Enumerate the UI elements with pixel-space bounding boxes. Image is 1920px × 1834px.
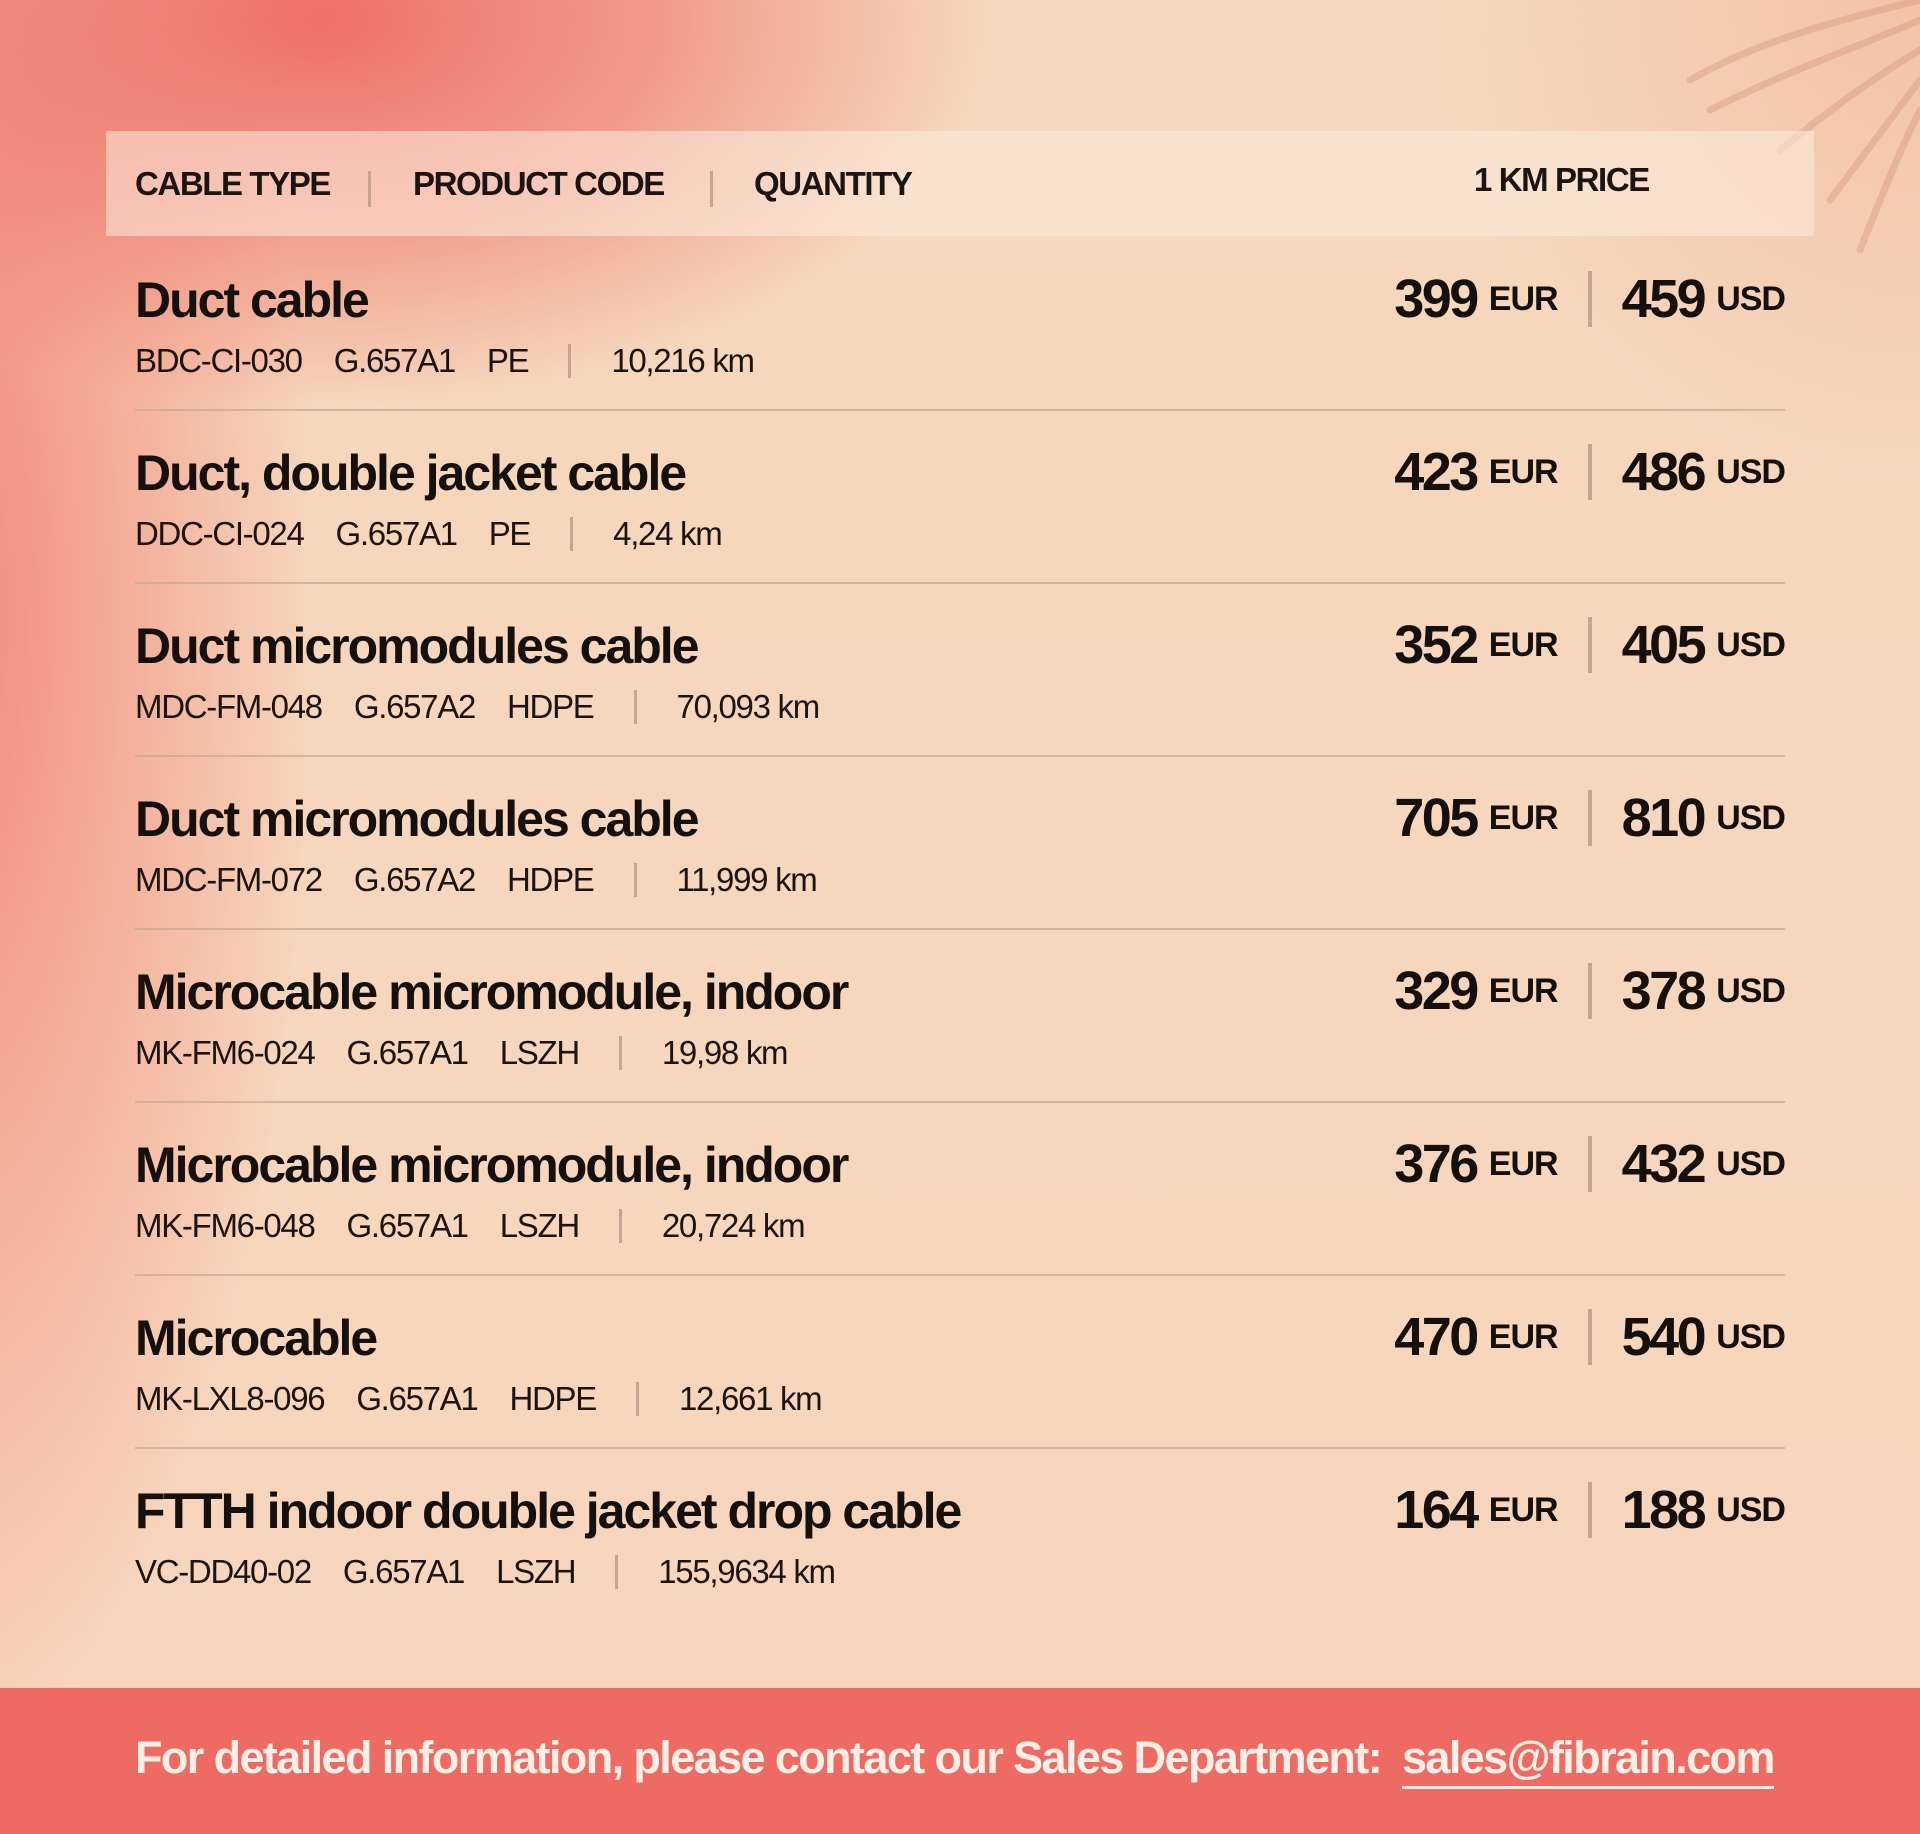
- fiber-type: G.657A1: [333, 342, 455, 379]
- currency-usd: USD: [1716, 1144, 1785, 1183]
- price-separator: [1588, 617, 1592, 673]
- spec-separator: [636, 1382, 639, 1416]
- spec-separator: [615, 1555, 618, 1589]
- cable-specs: [135, 860, 816, 900]
- currency-eur: EUR: [1488, 1317, 1558, 1356]
- jacket-material: PE: [488, 515, 531, 552]
- quantity: 4,24 km: [613, 515, 722, 552]
- spec-separator: [619, 1209, 622, 1243]
- cable-title: Duct micromodules cable: [135, 618, 698, 674]
- currency-usd: USD: [1716, 625, 1785, 664]
- cable-title: FTTH indoor double jacket drop cable: [135, 1483, 961, 1539]
- price-usd: 540: [1621, 1307, 1705, 1367]
- currency-eur: EUR: [1488, 279, 1558, 318]
- jacket-material: LSZH: [499, 1207, 579, 1244]
- table-row: [135, 410, 1785, 584]
- cable-specs: [135, 1033, 787, 1073]
- price-separator: [1588, 444, 1592, 500]
- currency-usd: USD: [1716, 1490, 1785, 1529]
- currency-eur: EUR: [1488, 1144, 1558, 1183]
- quantity: 12,661 km: [678, 1380, 822, 1417]
- price-eur: 329: [1394, 961, 1477, 1021]
- currency-eur: EUR: [1488, 1490, 1558, 1529]
- price-separator: [1588, 1136, 1592, 1192]
- product-code: BDC-CI-030: [135, 342, 302, 379]
- price-separator: [1588, 271, 1592, 327]
- price-usd: 188: [1621, 1480, 1705, 1540]
- quantity: 10,216 km: [611, 342, 754, 379]
- jacket-material: HDPE: [507, 688, 594, 725]
- price-usd: 810: [1621, 788, 1705, 848]
- cable-specs: [135, 341, 754, 381]
- price-eur: 164: [1394, 1480, 1477, 1540]
- header-quantity: QUANTITY: [754, 164, 912, 202]
- price-block: [1394, 1132, 1785, 1196]
- currency-eur: EUR: [1488, 625, 1558, 664]
- price-block: [1394, 267, 1785, 331]
- cable-title: Microcable micromodule, indoor: [135, 1137, 848, 1193]
- quantity: 155,9634 km: [658, 1553, 835, 1590]
- quantity: 19,98 km: [661, 1034, 788, 1071]
- fiber-type: G.657A1: [342, 1553, 465, 1590]
- cable-specs: [135, 1552, 835, 1592]
- price-separator: [1588, 1309, 1592, 1365]
- cable-specs: [135, 1379, 821, 1419]
- cable-title: Duct, double jacket cable: [135, 445, 686, 501]
- product-code: MDC-FM-048: [135, 688, 322, 725]
- price-eur: 352: [1394, 615, 1477, 675]
- header-separator: [710, 171, 713, 207]
- price-separator: [1588, 1482, 1592, 1538]
- price-eur: 705: [1394, 788, 1477, 848]
- fiber-type: G.657A1: [356, 1380, 478, 1417]
- table-row: [135, 1275, 1785, 1449]
- spec-separator: [634, 863, 637, 897]
- cable-specs: [135, 1206, 804, 1246]
- price-usd: 486: [1621, 442, 1705, 502]
- quantity: 70,093 km: [676, 688, 819, 725]
- fiber-type: G.657A1: [346, 1034, 468, 1071]
- price-block: [1394, 1478, 1785, 1542]
- price-block: [1394, 786, 1785, 850]
- fiber-type: G.657A2: [353, 861, 476, 898]
- price-usd: 405: [1621, 615, 1705, 675]
- product-code: MK-FM6-024: [135, 1034, 315, 1071]
- quantity: 11,999 km: [676, 861, 817, 898]
- price-eur: 423: [1394, 442, 1477, 502]
- fiber-type: G.657A1: [335, 515, 457, 552]
- spec-separator: [634, 690, 637, 724]
- currency-eur: EUR: [1488, 798, 1558, 837]
- product-code: DDC-CI-024: [135, 515, 304, 552]
- price-eur: 470: [1394, 1307, 1477, 1367]
- currency-eur: EUR: [1488, 971, 1558, 1010]
- header-cable-type: CABLE TYPE: [135, 164, 331, 202]
- cable-title: Duct micromodules cable: [135, 791, 698, 847]
- table-row: [135, 237, 1785, 411]
- quantity: 20,724 km: [661, 1207, 805, 1244]
- currency-eur: EUR: [1488, 452, 1558, 491]
- product-code: MDC-FM-072: [135, 861, 322, 898]
- currency-usd: USD: [1716, 1317, 1785, 1356]
- header-product-code: PRODUCT CODE: [413, 164, 664, 202]
- jacket-material: HDPE: [509, 1380, 596, 1417]
- cable-title: Microcable: [135, 1310, 377, 1366]
- jacket-material: HDPE: [507, 861, 594, 898]
- currency-usd: USD: [1716, 971, 1785, 1010]
- fiber-type: G.657A1: [346, 1207, 468, 1244]
- fiber-type: G.657A2: [353, 688, 476, 725]
- price-separator: [1588, 790, 1592, 846]
- currency-usd: USD: [1716, 279, 1785, 318]
- price-separator: [1588, 963, 1592, 1019]
- table-row: [135, 583, 1785, 757]
- product-code: VC-DD40-02: [135, 1553, 311, 1590]
- jacket-material: LSZH: [499, 1034, 579, 1071]
- currency-usd: USD: [1716, 452, 1785, 491]
- table-header: [106, 131, 1814, 236]
- price-block: [1394, 1305, 1785, 1369]
- product-code: MK-FM6-048: [135, 1207, 315, 1244]
- price-eur: 376: [1394, 1134, 1477, 1194]
- spec-separator: [568, 344, 571, 378]
- product-code: MK-LXL8-096: [135, 1380, 325, 1417]
- spec-separator: [619, 1036, 622, 1070]
- cable-specs: [135, 687, 819, 727]
- price-usd: 432: [1621, 1134, 1705, 1194]
- currency-usd: USD: [1716, 798, 1785, 837]
- jacket-material: PE: [486, 342, 529, 379]
- price-block: [1394, 613, 1785, 677]
- sales-email-link[interactable]: sales@fibrain.com: [1402, 1732, 1774, 1789]
- price-block: [1394, 440, 1785, 504]
- cable-specs: [135, 514, 721, 554]
- table-row: [135, 1448, 1785, 1620]
- footer-contact-text: For detailed information, please contact our Sales Department:: [135, 1732, 1382, 1783]
- contact-footer: [0, 1688, 1920, 1834]
- cable-title: Microcable micromodule, indoor: [135, 964, 848, 1020]
- table-row: [135, 929, 1785, 1103]
- table-row: [135, 1102, 1785, 1276]
- header-separator: [368, 171, 371, 207]
- jacket-material: LSZH: [496, 1553, 576, 1590]
- price-block: [1394, 959, 1785, 1023]
- spec-separator: [570, 517, 573, 551]
- price-eur: 399: [1394, 269, 1477, 329]
- cable-title: Duct cable: [135, 272, 368, 328]
- header-price: 1 KM PRICE: [1474, 160, 1649, 198]
- price-usd: 378: [1621, 961, 1705, 1021]
- table-row: [135, 756, 1785, 930]
- price-usd: 459: [1621, 269, 1705, 329]
